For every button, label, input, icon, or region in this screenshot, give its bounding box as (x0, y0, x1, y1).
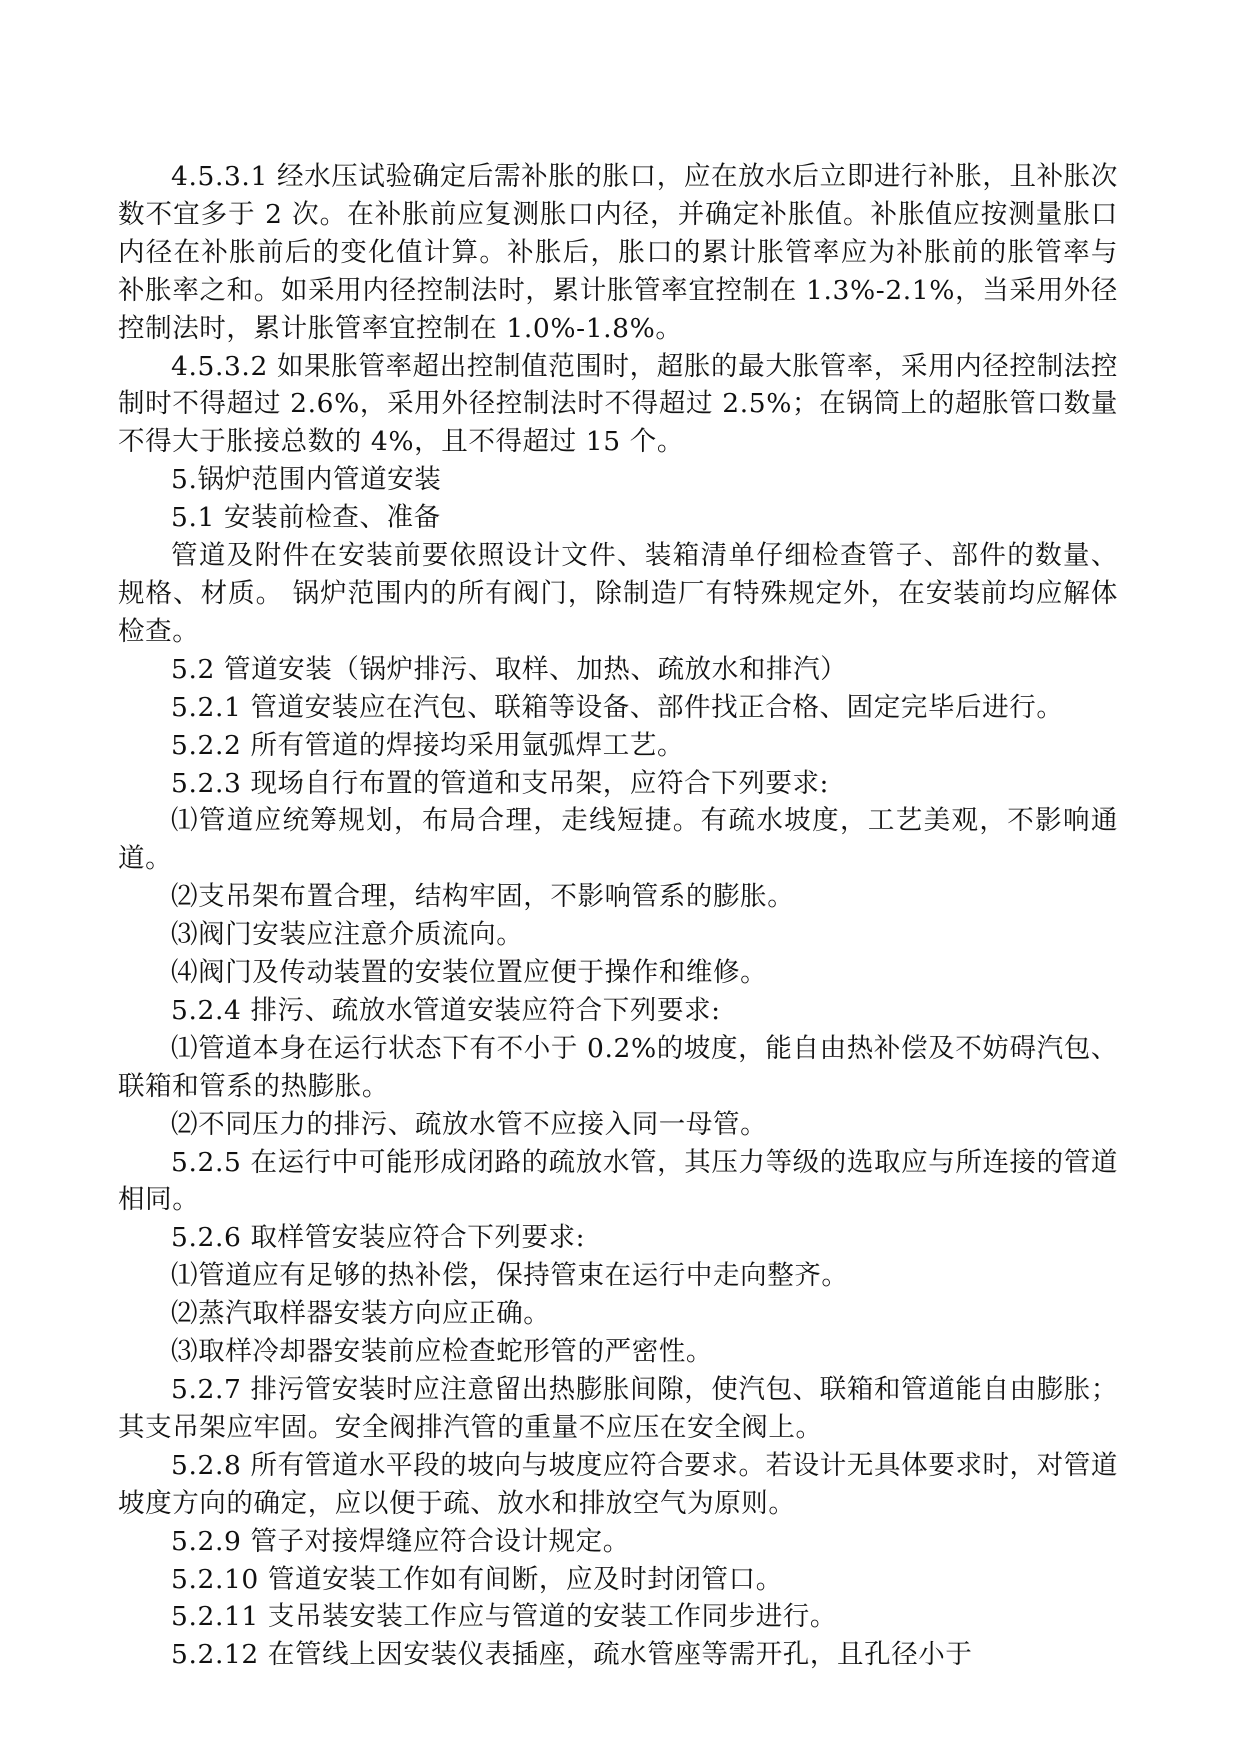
section-heading-5-2: 5.2 管道安装（锅炉排污、取样、加热、疏放水和排汽） (171, 653, 848, 685)
section-heading-5: 5.锅炉范围内管道安装 (171, 464, 442, 496)
paragraph-5-2-12: 5.2.12 在管线上因安装仪表插座，疏水管座等需开孔，且孔径小于 (171, 1639, 973, 1671)
list-item-5-2-6-2: ⑵蒸汽取样器安装方向应正确。 (171, 1298, 551, 1330)
paragraph-5-2-9: 5.2.9 管子对接焊缝应符合设计规定。 (171, 1525, 630, 1557)
list-item-5-2-3-2: ⑵支吊架布置合理，结构牢固，不影响管系的膨胀。 (171, 881, 795, 913)
paragraph-5-2-11: 5.2.11 支吊装安装工作应与管道的安装工作同步进行。 (171, 1601, 838, 1633)
paragraph-4-5-3-1: 4.5.3.1 经水压试验确定后需补胀的胀口，应在放水后立即进行补胀，且补胀次数不宜多于 2 次。在补胀前应复测胀口内径，并确定补胀值。补胀值应按测量胀口内径在补胀前后的变化值计算。补胀后，胀口的累计胀管率应为补胀前的胀管率与补胀率之和。如采用内径控制法时，累计胀管率宜控制在 1.3%-2.1%，当采用外径控制法时，累计胀管率宜控制在 1.0%-1.8%。 (118, 161, 1118, 344)
paragraph-5-2-10: 5.2.10 管道安装工作如有间断，应及时封闭管口。 (171, 1563, 783, 1595)
list-item-5-2-3-1: ⑴管道应统筹规划，布局合理，走线短捷。有疏水坡度，工艺美观，不影响通道。 (118, 805, 1118, 875)
paragraph-5-2-5: 5.2.5 在运行中可能形成闭路的疏放水管，其压力等级的选取应与所连接的管道相同。 (118, 1146, 1118, 1216)
paragraph-5-1-body: 管道及附件在安装前要依照设计文件、装箱清单仔细检查管子、部件的数量、规格、材质。 锅炉范围内的所有阀门，除制造厂有特殊规定外，在安装前均应解体检查。 (118, 540, 1118, 647)
paragraph-5-2-6: 5.2.6 取样管安装应符合下列要求: (171, 1222, 586, 1254)
list-item-5-2-6-1: ⑴管道应有足够的热补偿，保持管束在运行中走向整齐。 (171, 1260, 849, 1292)
paragraph-5-2-8: 5.2.8 所有管道水平段的坡向与坡度应符合要求。若设计无具体要求时，对管道坡度方向的确定，应以便于疏、放水和排放空气为原则。 (118, 1449, 1118, 1519)
list-item-5-2-4-2: ⑵不同压力的排污、疏放水管不应接入同一母管。 (171, 1108, 768, 1140)
list-item-5-2-3-4: ⑷阀门及传动装置的安装位置应便于操作和维修。 (171, 957, 768, 989)
list-item-5-2-6-3: ⑶取样冷却器安装前应检查蛇形管的严密性。 (171, 1336, 713, 1368)
list-item-5-2-4-1: ⑴管道本身在运行状态下有不小于 0.2%的坡度，能自由热补偿及不妨碍汽包、联箱和管系的热膨胀。 (118, 1032, 1118, 1102)
paragraph-4-5-3-2: 4.5.3.2 如果胀管率超出控制值范围时，超胀的最大胀管率，采用内径控制法控制时不得超过 2.6%，采用外径控制法时不得超过 2.5%；在锅筒上的超胀管口数量不得大于胀接总数的 4%，且不得超过 15 个。 (118, 350, 1118, 458)
paragraph-5-2-2: 5.2.2 所有管道的焊接均采用氩弧焊工艺。 (171, 729, 685, 761)
document-page (118, 158, 1118, 1674)
section-heading-5-1: 5.1 安装前检查、准备 (171, 502, 441, 534)
paragraph-5-2-4: 5.2.4 排污、疏放水管道安装应符合下列要求: (171, 994, 721, 1026)
paragraph-5-2-3: 5.2.3 现场自行布置的管道和支吊架，应符合下列要求: (171, 767, 830, 799)
paragraph-5-2-1: 5.2.1 管道安装应在汽包、联箱等设备、部件找正合格、固定完毕后进行。 (171, 691, 1064, 723)
paragraph-5-2-7: 5.2.7 排污管安装时应注意留出热膨胀间隙，使汽包、联箱和管道能自由膨胀；其支吊架应牢固。安全阀排汽管的重量不应压在安全阀上。 (118, 1374, 1118, 1443)
list-item-5-2-3-3: ⑶阀门安装应注意介质流向。 (171, 919, 524, 951)
